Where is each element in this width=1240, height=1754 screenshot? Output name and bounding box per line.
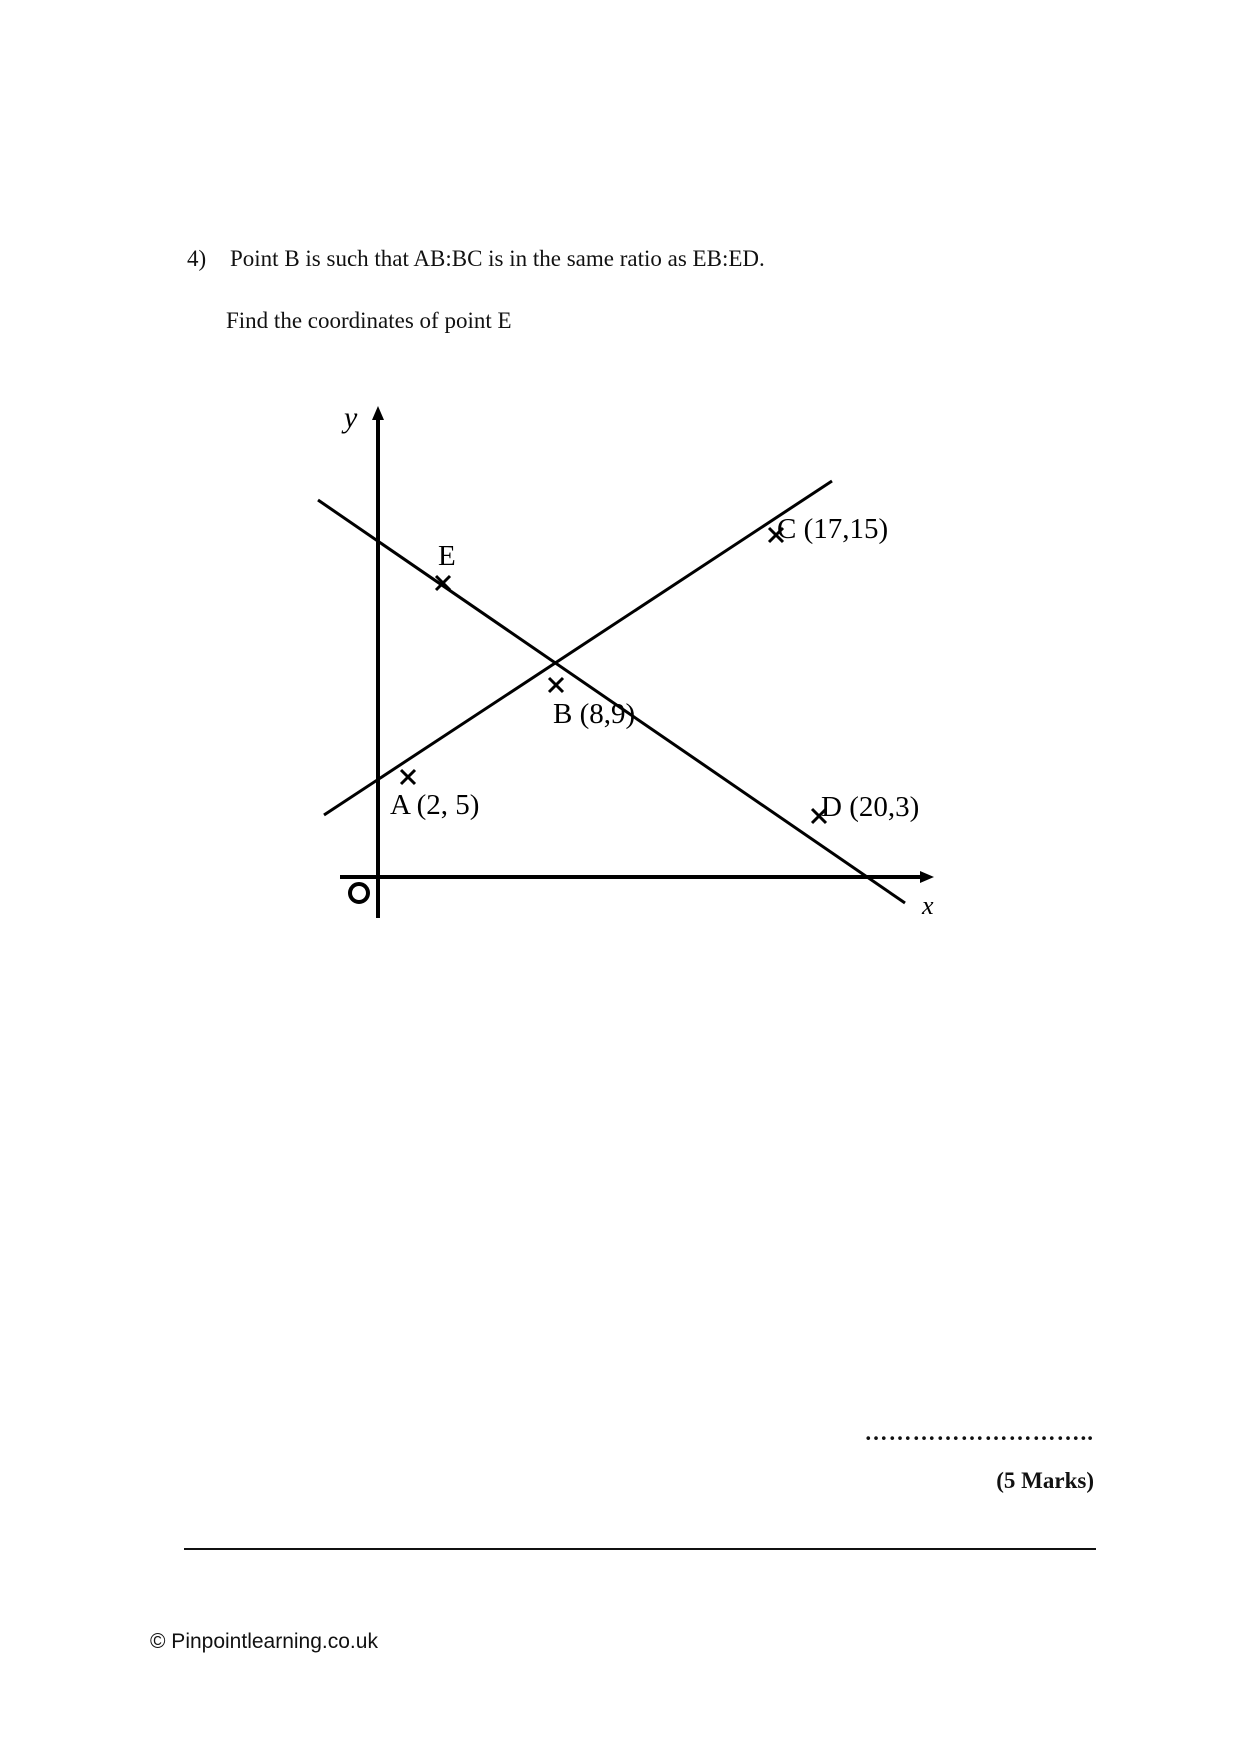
point-b-marker: [549, 678, 563, 692]
point-a-label: A (2, 5): [390, 789, 480, 821]
divider-rule: [184, 1548, 1096, 1550]
marks-label: (5 Marks): [996, 1468, 1094, 1493]
line-abc: [324, 481, 832, 815]
y-axis-label: y: [344, 401, 358, 434]
x-axis-label: x: [922, 891, 934, 920]
question-statement: Point B is such that AB:BC is in the same ratio as EB:ED.: [230, 246, 765, 271]
point-b-label: B (8,9): [553, 698, 636, 730]
coordinate-diagram: [300, 390, 960, 930]
question-number: 4): [187, 246, 207, 271]
point-e-label: E: [438, 540, 456, 572]
point-a-marker: [401, 770, 415, 784]
question-instruction: Find the coordinates of point E: [226, 308, 512, 333]
point-d-label: D (20,3): [821, 791, 920, 823]
origin-label: [350, 884, 368, 902]
footer-copyright: © Pinpointlearning.co.uk: [150, 1630, 378, 1653]
question-text: [187, 246, 765, 272]
x-axis-arrow: [920, 871, 934, 883]
answer-line: ………………………..: [864, 1420, 1094, 1445]
point-c-label: C (17,15): [777, 513, 889, 545]
y-axis-arrow: [372, 406, 384, 420]
